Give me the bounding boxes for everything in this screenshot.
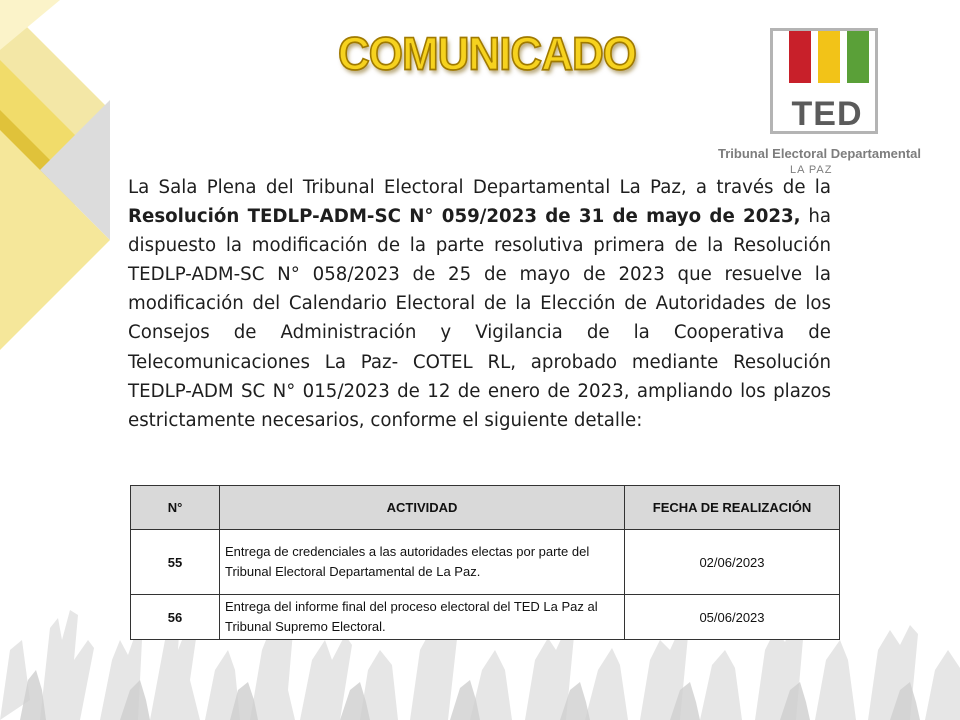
row-activity: Entrega del informe final del proceso electoral del TED La Paz al Tribunal Supremo Electoral. — [220, 595, 625, 640]
body-rest: ha dispuesto la modificación de la parte resolutiva primera de la Resolución TEDLP-ADM-SC N° 058/2023 de 25 de mayo de 2023 que resuelve la modificación del Calendario Electoral de la Elección de Autoridades de los Consejos de Administración y Vigilancia de la Cooperativa de Telecomunicaciones La Paz- COTEL RL, aprobado mediante Resolución TEDLP-ADM SC N° 015/2023 de 12 de enero de 2023, ampliando los plazos estrictamente necesarios, conforme el siguiente detalle: — [128, 206, 831, 431]
body-intro: La Sala Plena del Tribunal Electoral Departamental La Paz, a través de la — [128, 177, 831, 198]
organization-city: LA PAZ — [790, 164, 833, 176]
table-row — [131, 595, 840, 640]
ted-logo — [770, 28, 884, 140]
row-number: 55 — [131, 530, 220, 595]
row-number: 56 — [131, 595, 220, 640]
table-header-row — [131, 486, 840, 530]
row-activity: Entrega de credenciales a las autoridades electas por parte del Tribunal Electoral Departamental de La Paz. — [220, 530, 625, 595]
header-number: N° — [131, 486, 220, 530]
logo-bar-red — [789, 31, 811, 83]
communique-body — [128, 173, 831, 435]
page-title: COMUNICADO — [338, 28, 636, 81]
row-date: 05/06/2023 — [625, 595, 840, 640]
table-row — [131, 530, 840, 595]
logo-bar-yellow — [818, 31, 840, 83]
logo-frame — [770, 28, 878, 134]
logo-text: TED — [791, 95, 863, 133]
header-date: FECHA DE REALIZACIÓN — [625, 486, 840, 530]
row-date: 02/06/2023 — [625, 530, 840, 595]
header-activity: ACTIVIDAD — [220, 486, 625, 530]
body-resolution-bold: Resolución TEDLP-ADM-SC N° 059/2023 de 31 de mayo de 2023, — [128, 206, 801, 228]
activity-table — [130, 485, 840, 640]
logo-bar-green — [847, 31, 869, 83]
organization-name: Tribunal Electoral Departamental — [718, 146, 922, 161]
